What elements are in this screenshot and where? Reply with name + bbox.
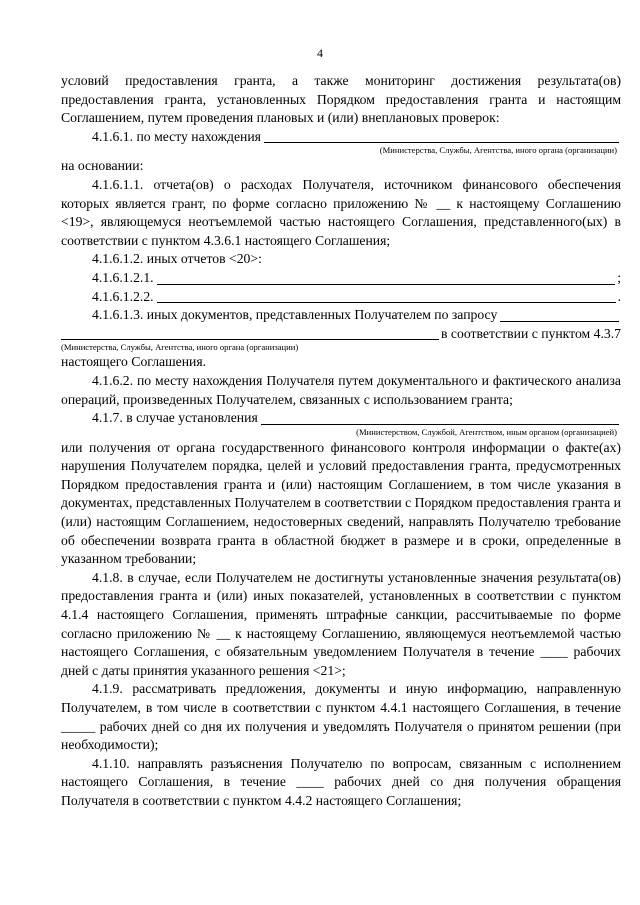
clause-4-1-6-1-2-1 [61,269,621,288]
clause-4-1-6-1-3 [61,306,621,325]
paragraph-basis: на основании: [61,158,144,174]
blank-line-request [500,308,619,322]
clause-4-1-9: 4.1.9. рассматривать предложения, документы и иную информацию, направленную Получателем, в том числе в соответствии с пунктом 4.4.1 настоящего Соглашения, в течение _____ рабочих дней со дня их получения и уведомлять Получателя о принятом решении (при необходимости); [61,681,621,753]
blank-line-report-2 [157,289,616,303]
document-body [61,72,621,811]
caption-organization-3: (Министерством, Службой, Агентством, иным органом (организацией) [356,426,617,437]
clause-4-1-6-1-2-2-label: 4.1.6.1.2.2. [92,288,154,304]
clause-4-1-6-1-2-2-end: . [617,288,621,304]
clause-4-1-8: 4.1.8. в случае, если Получателем не достигнуты установленные значения результата(ов) предоставления гранта и (или) иных показателей, установленных в соответствии с пунктом 4.1.4 настоящего Соглашения, применять штрафные санкции, рассчитываемые по форме согласно приложению № __ к настоящему Соглашению, являющемуся неотъемлемой частью настоящего Соглашения, с обязательным уведомлением Получателя в течение ____ рабочих дней с даты принятия указанного решения <21>; [61,569,621,678]
caption-organization-2: (Министерства, Службы, Агентства, иного органа (организации) [61,342,299,353]
clause-4-1-7 [61,409,621,428]
clause-4-1-6-1-label: 4.1.6.1. по месту нахождения [92,128,261,144]
clause-4-1-6-1-2-2 [61,288,621,307]
clause-4-1-7-label: 4.1.7. в случае установления [92,410,258,426]
page-number: 4 [317,46,323,60]
clause-4-1-6-2: 4.1.6.2. по месту нахождения Получателя путем документального и фактического анализа операций, произведенных Получателем, связанных с использованием гранта; [61,372,621,407]
blank-line-organ-2 [61,326,439,340]
clause-4-1-7-body: или получения от органа государственного финансового контроля информации о факте(ах) нарушения Получателем порядка, целей и условий предоставления гранта, предусмотренных Порядком предоставления гранта и (или) настоящим Соглашением, в том числе указания в документах, представленных Получателем в соответствии с Порядком предоставления гранта и (или) настоящим Соглашением, недостоверных сведений, направлять Получателю требование об обеспечении возврата гранта в областной бюджет в размере и в сроки, определенные в указанном требовании; [61,439,621,567]
clause-4-1-6-1-2-1-end: ; [617,269,621,285]
clause-4-1-10: 4.1.10. направлять разъяснения Получателю по вопросам, связанным с исполнением настоящего Соглашения, в течение ____ рабочих дней со дня получения обращения Получателя в соответствии с пунктом 4.4.2 настоящего Соглашения; [61,755,621,808]
caption-organization-1: (Министерства, Службы, Агентства, иного органа (организации) [379,145,617,156]
clause-4-1-6-1-3-line2 [61,325,621,344]
blank-line-report-1 [157,271,616,285]
clause-4-1-6-1-3-end: в соответствии с пунктом 4.3.7 [441,325,621,341]
paragraph-intro: условий предоставления гранта, а также мониторинг достижения результата(ов) предоставления гранта, установленных Порядком предоставления гранта и настоящим Соглашением, путем проведения плановых и (или) внеплановых проверок: [61,73,621,126]
clause-4-1-6-1-2-1-label: 4.1.6.1.2.1. [92,269,154,285]
clause-4-1-6-1 [61,128,621,147]
clause-4-1-6-1-2: 4.1.6.1.2. иных отчетов <20>: [92,251,262,267]
clause-4-1-6-1-3-start: 4.1.6.1.3. иных документов, представленных Получателем по запросу [92,307,498,323]
clause-4-1-6-1-1: 4.1.6.1.1. отчета(ов) о расходах Получателя, источником финансового обеспечения которых является грант, по форме согласно приложению № __ к настоящему Соглашению <19>, являющемуся неотъемлемой частью настоящего Соглашения, представленного(ых) в соответствии с пунктом 4.3.6.1 настоящего Соглашения; [61,176,621,248]
clause-4-1-6-1-3-tail: настоящего Соглашения. [61,354,207,370]
blank-line-organ [264,129,619,143]
blank-line-organ-3 [261,411,619,425]
